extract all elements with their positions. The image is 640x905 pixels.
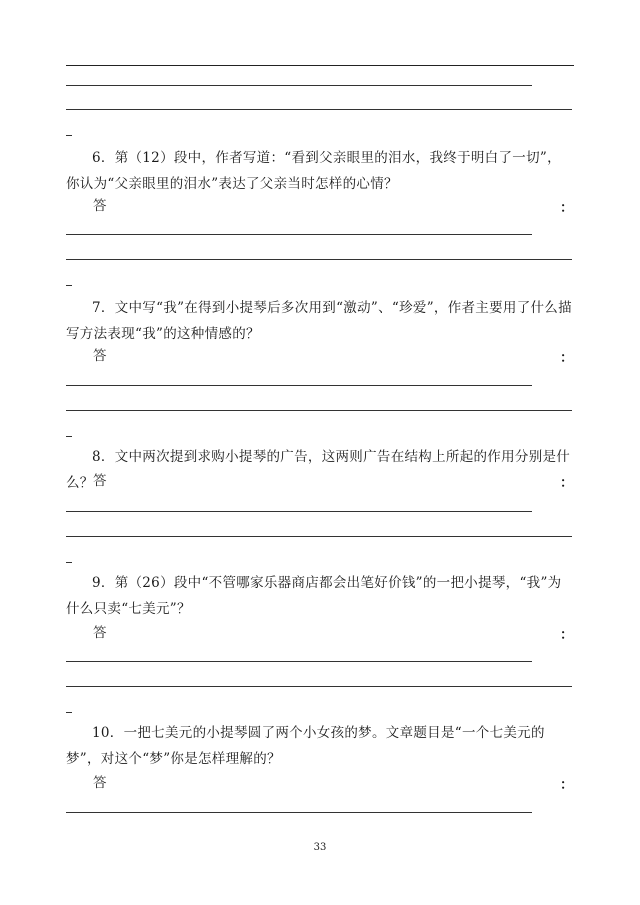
answer-line (66, 812, 532, 813)
answer-line (66, 661, 532, 662)
header-rule (66, 65, 574, 66)
answer-line (66, 234, 532, 235)
answer-label: 答 (93, 348, 107, 364)
answer-colon: ： (560, 200, 574, 216)
answer-colon: ： (560, 777, 574, 793)
question-10: 10．一把七美元的小提琴圆了两个小女孩的梦。文章题目是“一个七美元的梦”，对这个“梦”你是怎样理解的？ (66, 725, 545, 767)
question-9: 9．第（26）段中“不管哪家乐器商店都会出笔好价钱”的一把小提琴，“我”为什么只卖“七美元”？ (66, 575, 562, 617)
answer-line-end (66, 285, 72, 286)
answer-label: 答 (93, 198, 107, 214)
answer-label: 答 (93, 473, 107, 489)
question-7: 7．文中写“我”在得到小提琴后多次用到“激动”、“珍爱”，作者主要用了什么描写方法表现“我”的这种情感的？ (66, 300, 572, 342)
answer-line (66, 109, 572, 110)
question-8: 8．文中两次提到求购小提琴的广告，这两则广告在结构上所起的作用分别是什么？ (66, 449, 571, 491)
question-6: 6．第（12）段中，作者写道：“看到父亲眼里的泪水，我终于明白了一切”，你认为“父亲眼里的泪水”表达了父亲当时怎样的心情？ (66, 150, 561, 192)
answer-line (66, 385, 532, 386)
answer-line-end (66, 135, 72, 136)
answer-line (66, 511, 532, 512)
answer-colon: ： (560, 350, 574, 366)
answer-label: 答 (93, 775, 107, 791)
answer-label: 答 (93, 625, 107, 641)
answer-line (66, 85, 532, 86)
page-number: 33 (313, 842, 327, 853)
answer-line (66, 410, 572, 411)
answer-line (66, 686, 572, 687)
answer-line (66, 536, 572, 537)
answer-line-end (66, 712, 72, 713)
answer-colon: ： (560, 627, 574, 643)
answer-line (66, 259, 572, 260)
answer-line-end (66, 562, 72, 563)
answer-line-end (66, 436, 72, 437)
answer-colon: ： (560, 475, 574, 491)
